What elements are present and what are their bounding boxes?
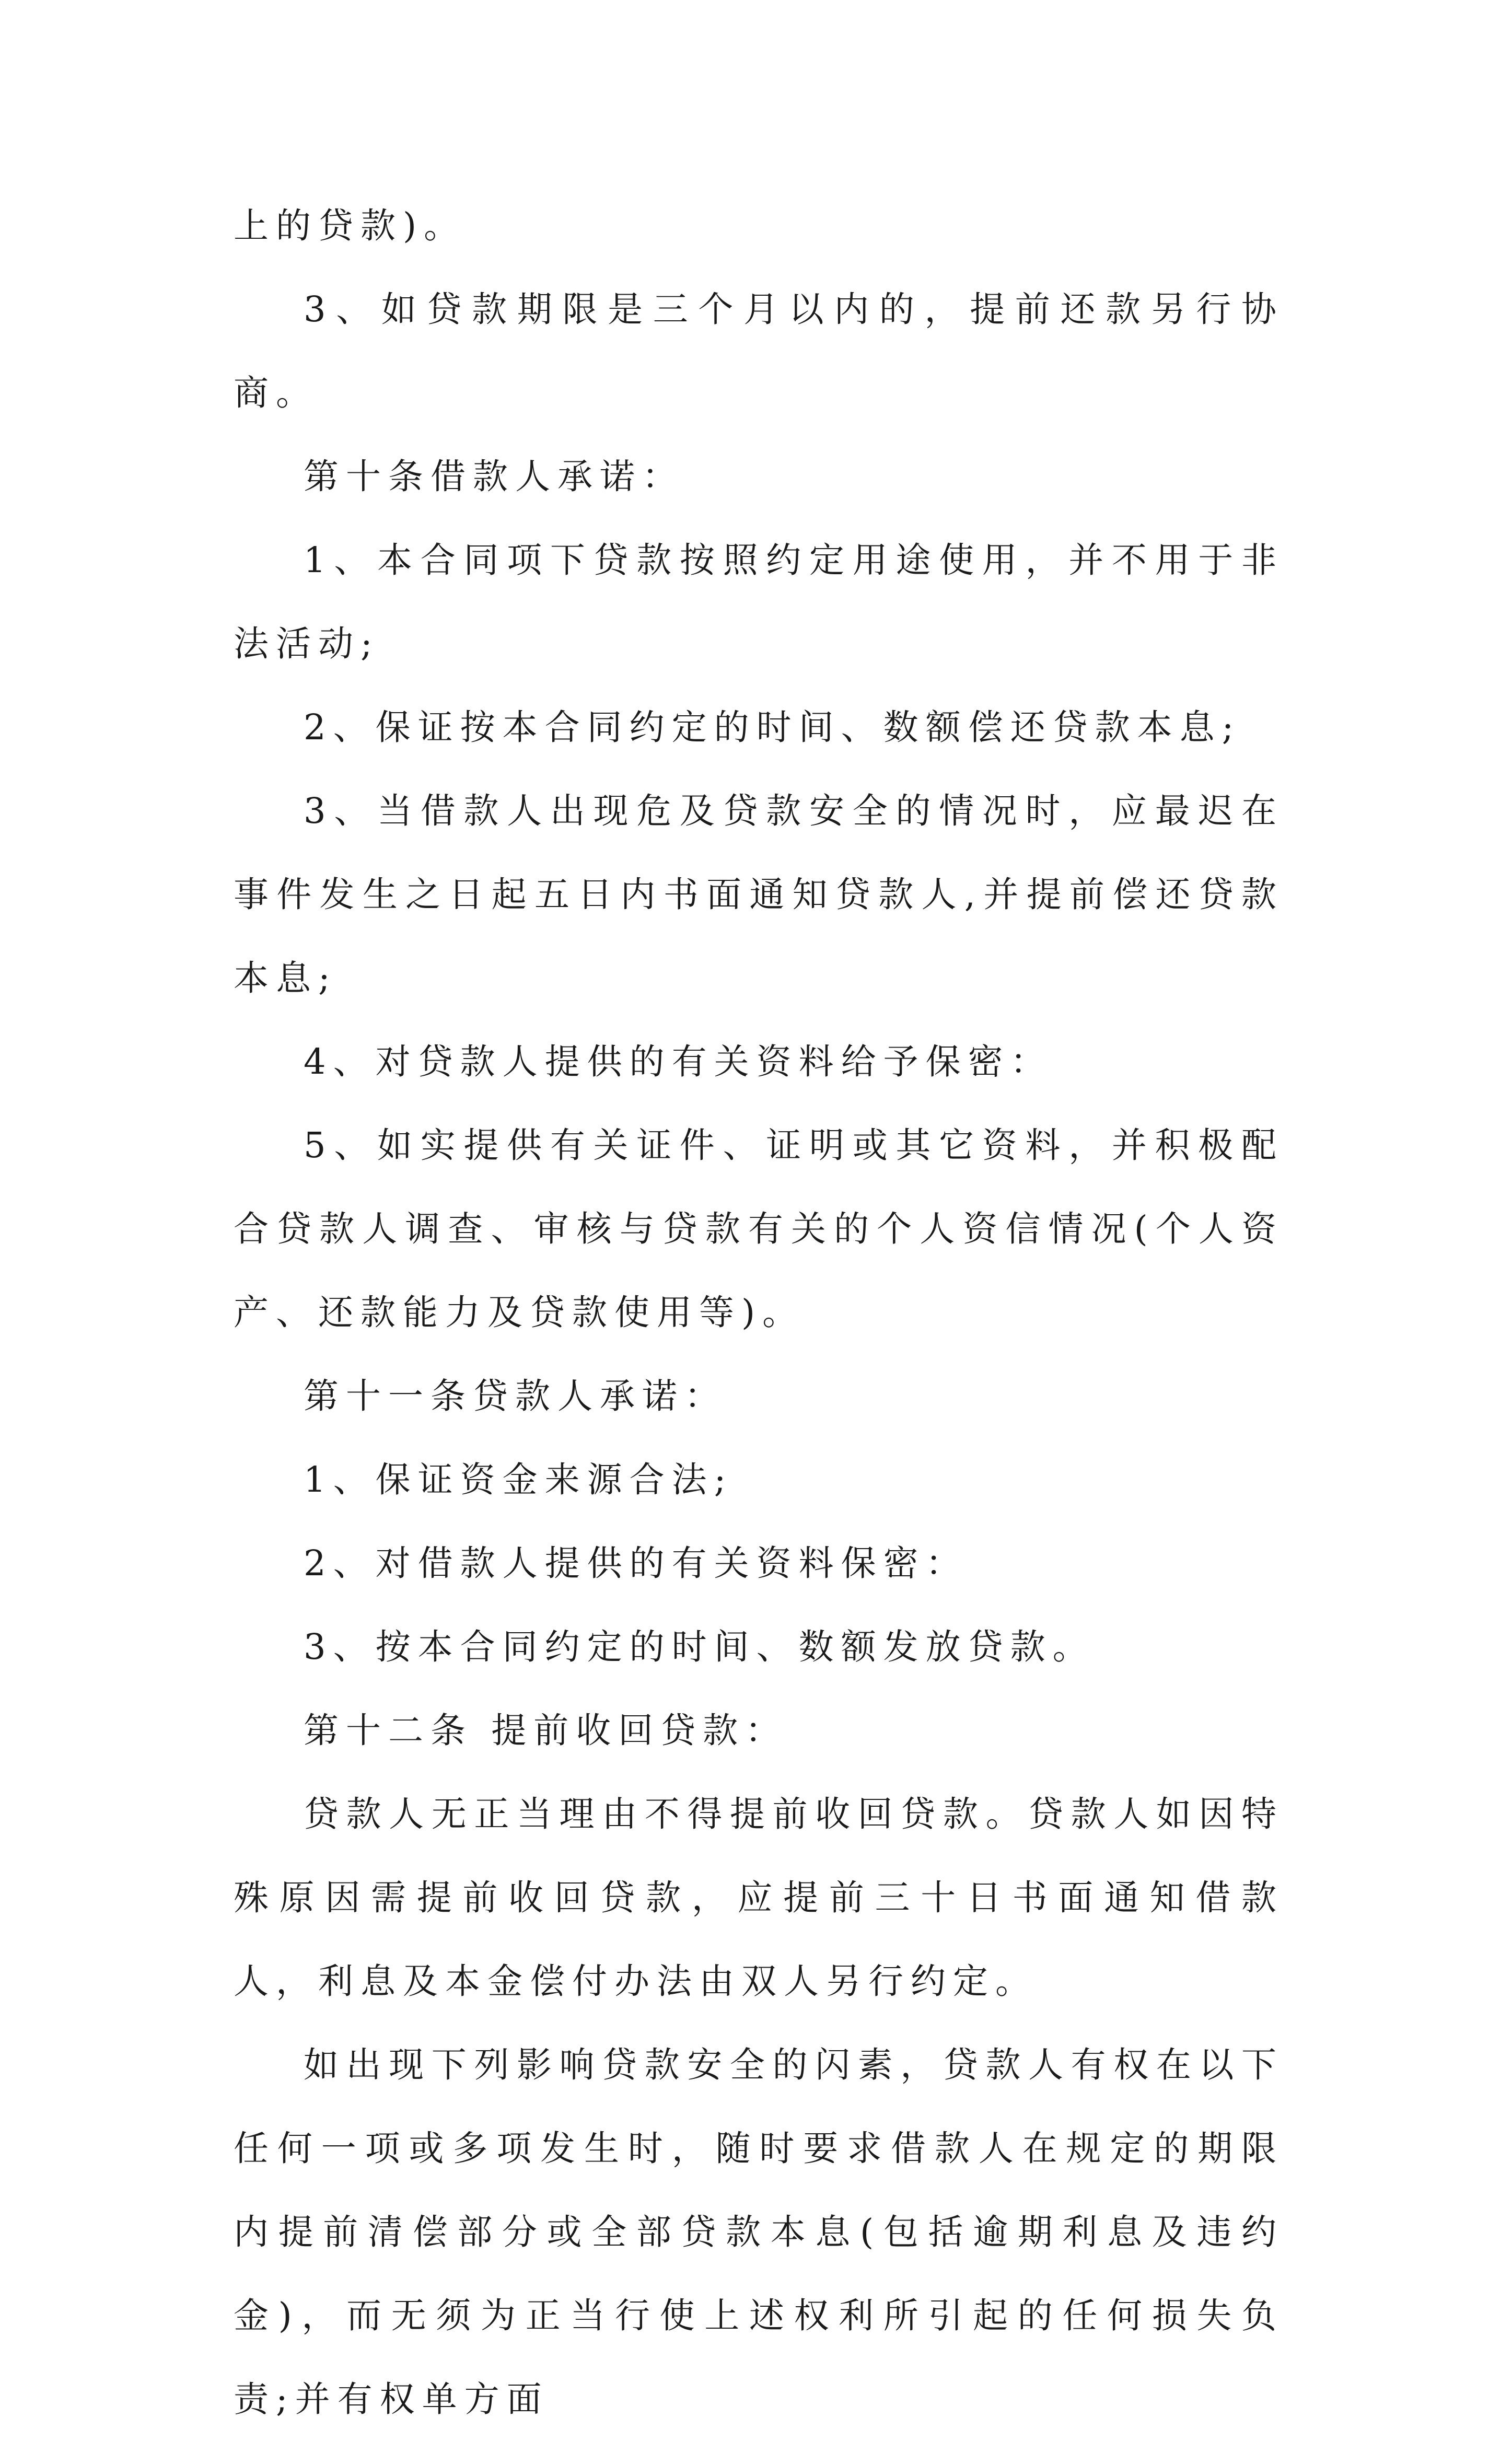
heading-article-11: 第十一条贷款人承诺： (304, 1376, 727, 1416)
paragraph-article-10-item-5: 5、如实提供有关证件、证明或其它资料，并积极配合贷款人调查、审核与贷款有关的个人资信情况(个人资产、还款能力及贷款使用等)。 (234, 1125, 1284, 1333)
paragraph-article-10-item-2: 2、保证按本合同约定的时间、数额偿还贷款本息; (304, 707, 1241, 748)
heading-article-10: 第十条借款人承诺： (304, 456, 684, 497)
paragraph-article-10-item-4: 4、对贷款人提供的有关资料给予保密： (304, 1041, 1053, 1082)
paragraph-article-11-item-1: 1、保证资金来源合法; (304, 1459, 734, 1500)
paragraph-article-11-item-3: 3、按本合同约定的时间、数额发放贷款。 (304, 1626, 1095, 1667)
paragraph-article-10-item-3: 3、当借款人出现危及贷款安全的情况时，应最迟在事件发生之日起五日内书面通知贷款人,并提前偿还贷款本息; (234, 791, 1284, 998)
paragraph-article-10-item-1: 1、本合同项下贷款按照约定用途使用，并不用于非法活动; (234, 540, 1284, 664)
paragraph-article-11-item-2: 2、对借款人提供的有关资料保密： (304, 1543, 968, 1584)
heading-article-12: 第十二条 提前收回贷款： (304, 1710, 788, 1751)
document-body (234, 184, 1284, 2441)
paragraph-article-12-conditions: 如出现下列影响贷款安全的闪素，贷款人有权在以下任何一项或多项发生时，随时要求借款人在规定的期限内提前清偿部分或全部贷款本息(包括逾期利息及违约金)，而无须为正当行使上述权利所引起的任何损失负责;并有权单方面 (234, 2044, 1284, 2420)
paragraph-article-12-body: 贷款人无正当理由不得提前收回贷款。贷款人如因特殊原因需提前收回贷款，应提前三十日书面通知借款人，利息及本金偿付办法由双人另行约定。 (234, 1794, 1284, 2002)
paragraph-clause-9-item-3: 3、如贷款期限是三个月以内的，提前还款另行协商。 (234, 289, 1284, 413)
paragraph-continuation: 上的贷款)。 (234, 205, 467, 246)
